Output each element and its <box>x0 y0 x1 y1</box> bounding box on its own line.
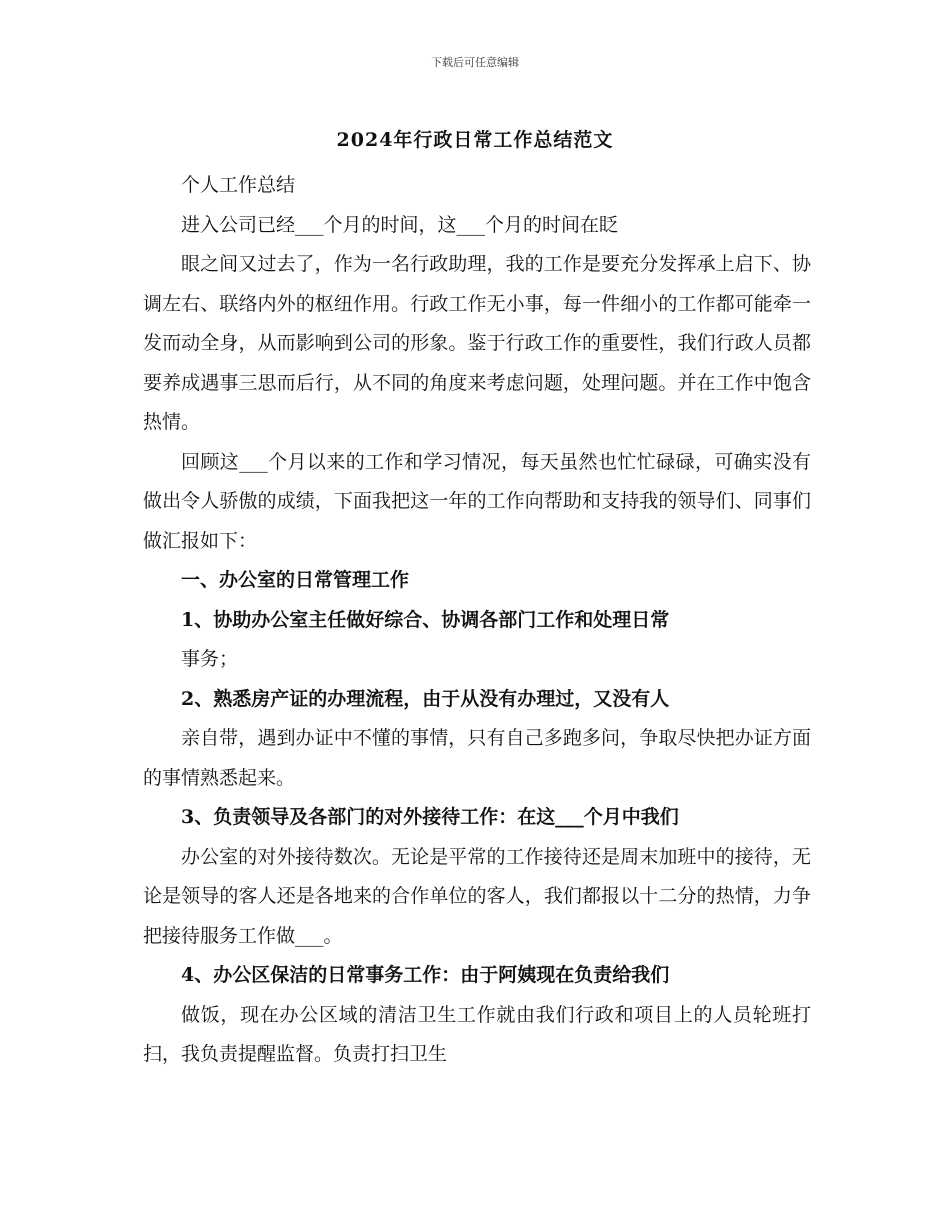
item-heading: 2、熟悉房产证的办理流程，由于从没有办理过，又没有人 <box>181 687 670 710</box>
paragraph: 事务； <box>181 648 239 670</box>
item-heading: 1、协助办公室主任做好综合、协调各部门工作和处理日常 <box>181 608 670 631</box>
header-note: 下载后可任意编辑 <box>431 56 519 69</box>
paragraph-heading: 个人工作总结 <box>181 174 296 196</box>
document-body <box>143 166 811 1075</box>
item-heading: 4、办公区保洁的日常事务工作：由于阿姨现在负责给我们 <box>181 964 670 986</box>
paragraph: 做饭，现在办公区域的清洁卫生工作就由我们行政和项目上的人员轮班打扫，我负责提醒监督。负责打扫卫生 <box>143 1003 811 1065</box>
paragraph: 亲自带，遇到办证中不懂的事情，只有自己多跑多问，争取尽快把办证方面的事情熟悉起来。 <box>143 727 811 789</box>
section-heading: 一、办公室的日常管理工作 <box>181 569 410 591</box>
paragraph: 进入公司已经___个月的时间，这___个月的时间在眨 <box>181 213 619 236</box>
paragraph: 办公室的对外接待数次。无论是平常的工作接待还是周末加班中的接待，无论是领导的客人还是各地来的合作单位的客人，我们都报以十二分的热情，力争把接待服务工作做___。 <box>143 845 811 947</box>
item-heading: 3、负责领导及各部门的对外接待工作：在这___个月中我们 <box>181 806 679 828</box>
document-title: 2024年行政日常工作总结范文 <box>336 129 614 151</box>
paragraph: 回顾这___个月以来的工作和学习情况，每天虽然也忙忙碌碌，可确实没有做出令人骄傲的成绩，下面我把这一年的工作向帮助和支持我的领导们、同事们做汇报如下： <box>143 450 811 552</box>
paragraph: 眼之间又过去了，作为一名行政助理，我的工作是要充分发挥承上启下、协调左右、联络内外的枢纽作用。行政工作无小事，每一件细小的工作都可能牵一发而动全身，从而影响到公司的形象。鉴于行政工作的重要性，我们行政人员都要养成遇事三思而后行，从不同的角度来考虑问题，处理问题。并在工作中饱含热情。 <box>143 253 811 433</box>
